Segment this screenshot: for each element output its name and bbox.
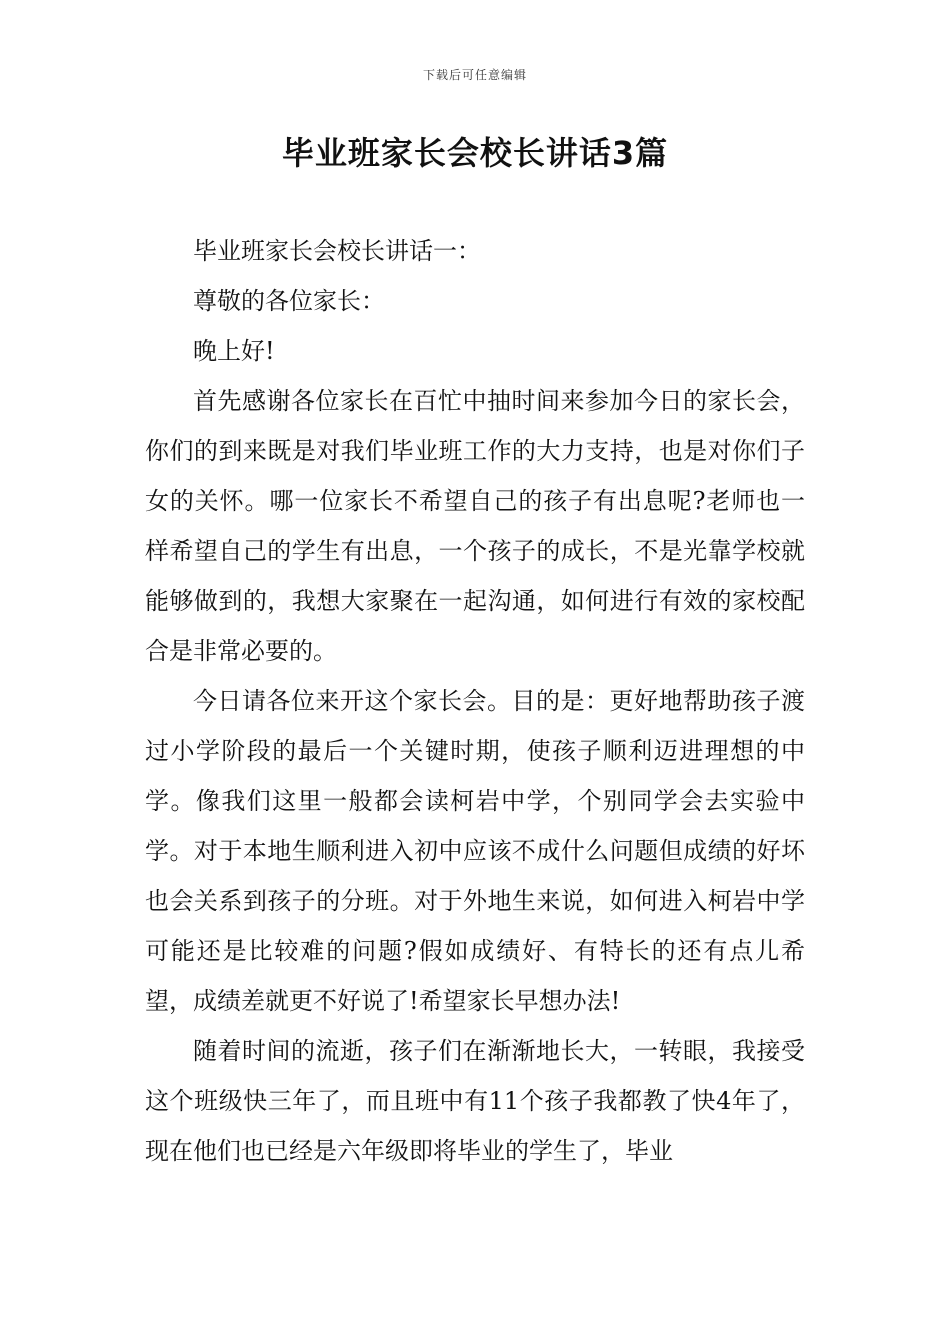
document-title: 毕业班家长会校长讲话3篇 bbox=[281, 134, 669, 172]
paragraph-purpose: 今日请各位来开这个家长会。目的是：更好地帮助孩子渡过小学阶段的最后一个关键时期，使孩子顺利迈进理想的中学。像我们这里一般都会读柯岩中学，个别同学会去实验中学。对于本地生顺利进入初中应该不成什么问题但成绩的好坏也会关系到孩子的分班。对于外地生来说，如何进入柯岩中学可能还是比较难的问题?假如成绩好、有特长的还有点儿希望，成绩差就更不好说了!希望家长早想办法! bbox=[145, 687, 805, 1015]
paragraph-salutation: 尊敬的各位家长： bbox=[193, 287, 385, 315]
header-note: 下载后可任意编辑 bbox=[422, 68, 527, 82]
paragraph-speech-heading: 毕业班家长会校长讲话一： bbox=[193, 237, 481, 265]
paragraph-thanks: 首先感谢各位家长在百忙中抽时间来参加今日的家长会，你们的到来既是对我们毕业班工作的大力支持，也是对你们子女的关怀。哪一位家长不希望自己的孩子有出息呢?老师也一样希望自己的学生有出息，一个孩子的成长，不是光靠学校就能够做到的，我想大家聚在一起沟通，如何进行有效的家校配合是非常必要的。 bbox=[145, 387, 805, 665]
document-body bbox=[145, 226, 805, 1176]
paragraph-time-passing: 随着时间的流逝，孩子们在渐渐地长大，一转眼，我接受这个班级快三年了，而且班中有11个孩子我都教了快4年了，现在他们也已经是六年级即将毕业的学生了，毕业 bbox=[145, 1037, 805, 1165]
paragraph-greeting: 晚上好! bbox=[193, 337, 275, 365]
